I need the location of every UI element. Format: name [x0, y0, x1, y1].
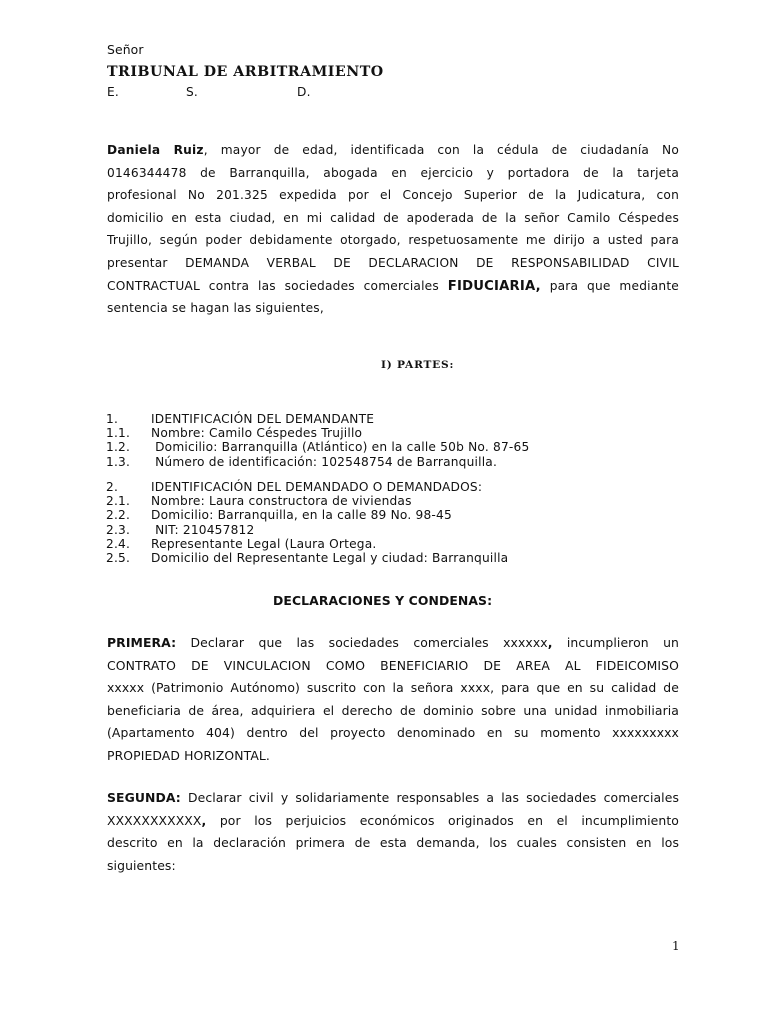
- intro-line: Trujillo, según poder debidamente otorgado, respetuosamente me dirijo a usted para: [107, 233, 679, 248]
- list-item: 1.1. Nombre: Camilo Céspedes Trujillo: [106, 426, 363, 441]
- intro-line: domicilio en esta ciudad, en mi calidad de apoderada de la señor Camilo Céspedes: [107, 210, 679, 225]
- primera-line: xxxxx (Patrimonio Autónomo) suscrito con la señora xxxx, para que en su calidad de: [107, 680, 679, 696]
- esd-e: E.: [107, 85, 119, 99]
- page-number: 1: [672, 939, 680, 953]
- partes-heading: I) PARTES:: [381, 359, 455, 371]
- primera-paragraph: [107, 632, 679, 768]
- list-item: 1. IDENTIFICACIÓN DEL DEMANDANTE: [106, 412, 375, 426]
- declaraciones-heading: DECLARACIONES Y CONDENAS:: [273, 593, 493, 608]
- intro-line: presentar DEMANDA VERBAL DE DECLARACION DE RESPONSABILIDAD CIVIL: [107, 255, 679, 270]
- list-item: 2. IDENTIFICACIÓN DEL DEMANDADO O DEMANDADOS:: [106, 480, 483, 494]
- intro-line: CONTRACTUAL contra las sociedades comerciales FIDUCIARIA, para que mediante: [107, 278, 679, 294]
- salutation: Señor: [107, 42, 144, 57]
- list-item: 1.2. Domicilio: Barranquilla (Atlántico) en la calle 50b No. 87-65: [106, 440, 530, 455]
- list-item: 2.2. Domicilio: Barranquilla, en la calle 89 No. 98-45: [106, 508, 452, 523]
- lawyer-name: Daniela Ruiz: [107, 143, 204, 157]
- intro-line: 0146344478 de Barranquilla, abogada en ejercicio y portadora de la tarjeta: [107, 165, 679, 180]
- list-item: 2.4. Representante Legal (Laura Ortega.: [106, 536, 377, 551]
- list-item: 2.3. NIT: 210457812: [106, 522, 255, 537]
- segunda-label: SEGUNDA:: [107, 790, 181, 805]
- segunda-line: siguientes:: [107, 857, 176, 873]
- primera-line: PRIMERA: Declarar que las sociedades comerciales xxxxxx, incumplieron un: [107, 635, 679, 650]
- tribunal-title: TRIBUNAL DE ARBITRAMIENTO: [107, 64, 384, 80]
- intro-line: sentencia se hagan las siguientes,: [107, 301, 324, 316]
- segunda-line: SEGUNDA: Declarar civil y solidariamente responsables a las sociedades comerciales: [107, 790, 679, 805]
- list-item: 2.5. Domicilio del Representante Legal y ciudad: Barranquilla: [106, 550, 509, 565]
- primera-line: CONTRATO DE VINCULACION COMO BENEFICIARIO DE AREA AL FIDEICOMISO: [107, 657, 679, 673]
- primera-line: (Apartamento 404) dentro del proyecto denominado en su momento xxxxxxxxx: [107, 725, 679, 741]
- demandante-list: [106, 412, 529, 469]
- fiduciaria-bold: FIDUCIARIA,: [447, 278, 541, 294]
- primera-line: PROPIEDAD HORIZONTAL.: [107, 747, 270, 763]
- list-item: 2.1. Nombre: Laura constructora de viviendas: [106, 494, 412, 509]
- demandado-list: [106, 480, 508, 565]
- segunda-line: descrito en la declaración primera de esta demanda, los cuales consisten en los: [107, 835, 679, 851]
- list-item: 1.3. Número de identificación: 102548754 de Barranquilla.: [106, 454, 498, 469]
- primera-label: PRIMERA:: [107, 635, 177, 650]
- primera-line: beneficiaria de área, adquiriera el derecho de dominio sobre una unidad inmobiliaria: [107, 702, 679, 718]
- intro-paragraph: [107, 139, 679, 320]
- esd-d: D.: [297, 85, 311, 99]
- intro-line: profesional No 201.325 expedida por el Concejo Superior de la Judicatura, con: [107, 188, 679, 203]
- esd-s: S.: [186, 85, 199, 99]
- intro-line: Daniela Ruiz, mayor de edad, identificada con la cédula de ciudadanía No: [107, 143, 679, 157]
- segunda-line: XXXXXXXXXXX, por los perjuicios económicos originados en el incumplimiento: [107, 812, 679, 828]
- segunda-paragraph: [107, 787, 679, 877]
